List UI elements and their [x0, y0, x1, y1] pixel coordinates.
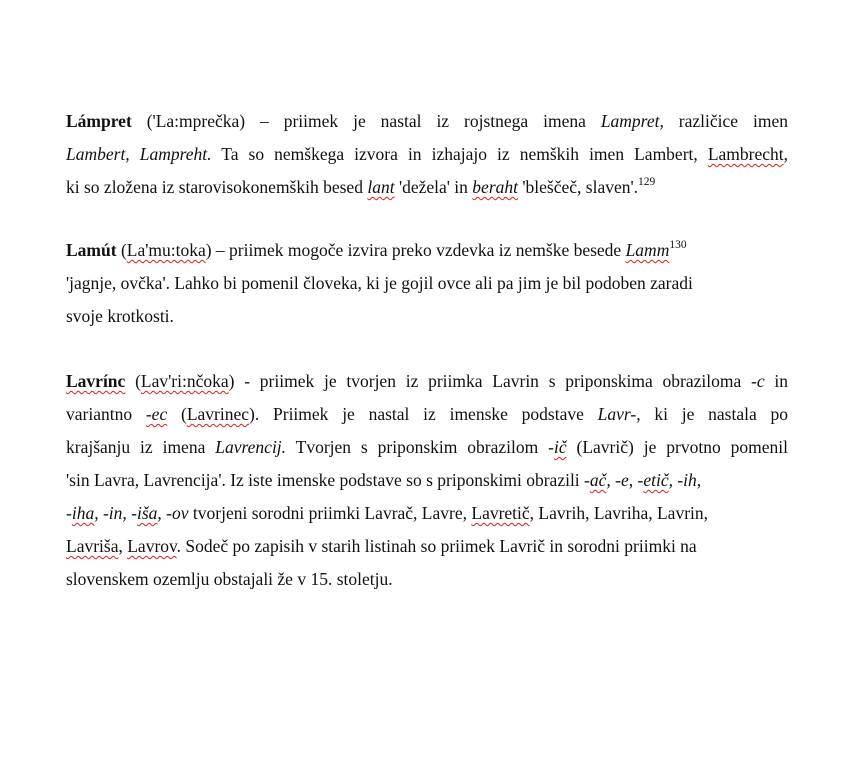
- italic-term: , -ov: [157, 503, 189, 523]
- text-line: [66, 270, 788, 303]
- italic-term: beraht: [472, 177, 518, 197]
- text-run: Lavretič: [471, 503, 530, 523]
- italic-term: , -in, -: [94, 503, 137, 523]
- text-run: 'dežela' in: [394, 177, 473, 197]
- paragraph-gap: [66, 207, 788, 237]
- text-line: [66, 566, 788, 599]
- entry-lamut: [66, 237, 788, 336]
- text-run: 'bleščeč, slaven'.: [518, 177, 639, 197]
- italic-term: iha: [71, 503, 95, 523]
- entry-headword: Lavrínc: [66, 371, 126, 391]
- text-run: Lavrov: [127, 536, 177, 556]
- italic-term: , -ih,: [668, 470, 702, 490]
- text-run: Lavriša: [66, 536, 119, 556]
- footnote-ref: 129: [638, 176, 656, 188]
- text-run: ,: [118, 536, 128, 556]
- italic-term: Lambert, Lampreht.: [66, 144, 212, 164]
- text-run: ). Priimek je nastal iz imenske podstave: [249, 404, 598, 424]
- italic-term: -ec: [145, 404, 168, 424]
- text-run: različice imen: [663, 111, 788, 131]
- text-run: (: [116, 240, 127, 260]
- text-run: Lambrecht: [707, 144, 784, 164]
- text-run: ) – priimek mogoče izvira preko vzdevka iz nemške besede: [205, 240, 626, 260]
- text-line: [66, 303, 788, 336]
- text-run: ki je nastala po: [640, 404, 788, 424]
- text-line: [66, 401, 788, 434]
- text-run: Tvorjen s priponskim obrazilom: [286, 437, 549, 457]
- text-run: ki so zložena iz starovisokonemških besed: [66, 177, 368, 197]
- entry-headword: Lámpret: [66, 111, 132, 131]
- italic-term: lant: [367, 177, 395, 197]
- text-line: [66, 174, 788, 207]
- text-run: La'mu:toka: [126, 240, 206, 260]
- italic-term: Lavrencij.: [215, 437, 287, 457]
- italic-term: -: [584, 470, 590, 490]
- text-line: [66, 500, 788, 533]
- text-run: (: [125, 371, 141, 391]
- text-run: 'sin Lavra, Lavrencija'. Iz iste imenske podstave so s priponskimi obrazili: [66, 470, 585, 490]
- text-run: 'jagnje, ovčka'. Lahko bi pomenil človeka, ki je gojil ovce ali pa jim je bil podoben zaradi: [66, 273, 693, 293]
- text-run: Lav'ri:nčoka: [140, 371, 229, 391]
- text-line: [66, 237, 788, 270]
- paragraph-gap: [66, 336, 788, 368]
- text-run: (: [167, 404, 187, 424]
- text-run: . Sodeč po zapisih v starih listinah so priimek Lavrič in sorodni priimki na: [176, 536, 697, 556]
- text-line: [66, 108, 788, 141]
- text-line: [66, 368, 788, 401]
- text-run: Ta so nemškega izvora in izhajajo iz nemških imen Lambert,: [211, 144, 708, 164]
- entry-headword: Lamút: [66, 240, 117, 260]
- italic-term: Lampret,: [600, 111, 664, 131]
- text-run: ) - priimek je tvorjen iz priimka Lavrin s priponskima obraziloma: [228, 371, 752, 391]
- text-line: [66, 467, 788, 500]
- text-line: [66, 141, 788, 174]
- italic-term: -c: [751, 371, 765, 391]
- italic-term: Lavr-,: [597, 404, 641, 424]
- italic-term: ič: [553, 437, 567, 457]
- text-run: ('La:mprečka) – priimek je nastal iz rojstnega imena: [131, 111, 601, 131]
- text-run: krajšanju iz imena: [66, 437, 216, 457]
- text-line: [66, 533, 788, 566]
- italic-term: -: [548, 437, 554, 457]
- document-page: [66, 108, 788, 599]
- text-run: ,: [783, 144, 788, 164]
- text-line: [66, 434, 788, 467]
- text-run: variantno: [66, 404, 146, 424]
- italic-term: iša: [136, 503, 158, 523]
- text-run: (Lavrič) je prvotno pomenil: [566, 437, 788, 457]
- text-run: slovenskem ozemlju obstajali že v 15. stoletju.: [66, 569, 393, 589]
- italic-term: -: [66, 503, 72, 523]
- footnote-ref: 130: [669, 239, 687, 251]
- text-run: Lavrinec: [186, 404, 250, 424]
- text-run: tvorjeni sorodni priimki Lavrač, Lavre,: [188, 503, 472, 523]
- italic-term: Lamm: [625, 240, 670, 260]
- text-run: , Lavrih, Lavriha, Lavrin,: [529, 503, 709, 523]
- text-run: in: [764, 371, 788, 391]
- text-run: svoje krotkosti.: [66, 306, 174, 326]
- entry-lavrinc: [66, 368, 788, 599]
- italic-term: , -e, -: [606, 470, 644, 490]
- italic-term: etič: [643, 470, 669, 490]
- entry-lampret: [66, 108, 788, 207]
- italic-term: ač: [589, 470, 607, 490]
